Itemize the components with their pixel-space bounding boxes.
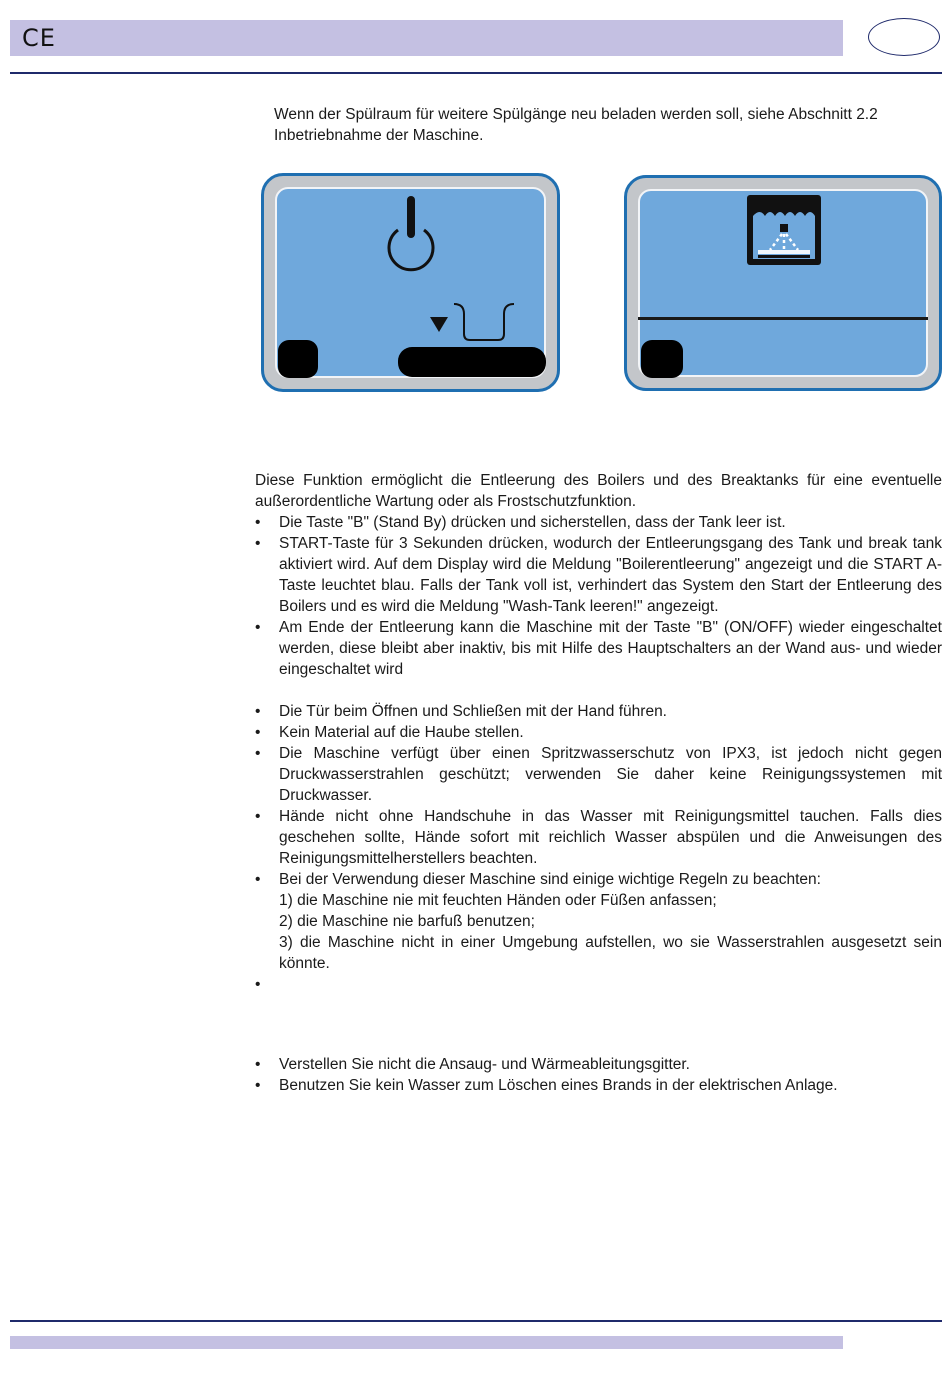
list-item: • Die Tür beim Öffnen und Schließen mit der Hand führen. — [255, 701, 942, 722]
list-item: • Kein Material auf die Haube stellen. — [255, 722, 942, 743]
ce-mark: CE — [22, 24, 56, 52]
list-item: • Am Ende der Entleerung kann die Maschine mit der Taste "B" (ON/OFF) wieder eingeschaltet werden, diese bleibt aber inaktiv, bis mit Hilfe des Hauptschalters an der Wand aus- und wieder eingeschaltet wird — [255, 617, 942, 680]
display-panel-left — [261, 173, 560, 392]
list-item: • Benutzen Sie kein Wasser zum Löschen eines Brands in der elektrischen Anlage. — [255, 1075, 942, 1096]
header-rule — [10, 72, 942, 74]
wash-chamber-icon — [744, 192, 824, 268]
footer-bar — [10, 1336, 843, 1349]
triangle-down-icon — [428, 314, 450, 334]
power-icon — [380, 192, 442, 272]
fire-safety-list — [255, 1054, 942, 1096]
start-button[interactable] — [641, 340, 683, 378]
rule-line: 2) die Maschine nie barfuß benutzen; — [279, 913, 535, 930]
display-panel-right — [624, 175, 942, 391]
list-item: • Die Maschine verfügt über einen Spritzwasserschutz von IPX3, ist jedoch nicht gegen Druckwasserstrahlen geschützt; verwenden Sie daher keine Reinigungssystemen mit Druckwasser. — [255, 743, 942, 806]
safety-list — [255, 701, 942, 995]
language-badge — [868, 18, 940, 56]
rule-line: 1) die Maschine nie mit feuchten Händen oder Füßen anfassen; — [279, 892, 717, 909]
list-item: • Verstellen Sie nicht die Ansaug- und Wärmeableitungsgitter. — [255, 1054, 942, 1075]
list-item: • Hände nicht ohne Handschuhe in das Wasser mit Reinigungsmittel tauchen. Falls dies geschehen sollte, Hände sofort mit reichlich Wasser abspülen und die Anweisungen des Reinigungsmittelherstellers beachten. — [255, 806, 942, 869]
rules-intro: • Bei der Verwendung dieser Maschine sind einige wichtige Regeln zu beachten: — [279, 871, 821, 888]
tank-icon — [452, 300, 524, 344]
list-item-rules — [255, 869, 942, 974]
list-item-empty — [255, 974, 942, 995]
display-status-bar — [398, 347, 546, 377]
header-bar — [10, 20, 843, 56]
stand-by-button[interactable] — [278, 340, 318, 378]
display-divider — [638, 317, 928, 320]
drain-steps-list — [255, 512, 942, 680]
list-item: • Die Taste "B" (Stand By) drücken und sicherstellen, dass der Tank leer ist. — [255, 512, 942, 533]
rule-line: 3) die Maschine nicht in einer Umgebung aufstellen, wo sie Wasserstrahlen ausgesetzt sein könnte. — [279, 934, 942, 972]
footer-rule — [10, 1320, 942, 1322]
list-item: • START-Taste für 3 Sekunden drücken, wodurch der Entleerungsgang des Tank und break tank aktiviert wird. Auf dem Display wird die Meldung "Boilerentleerung" angezeigt und die START A-Taste leuchtet blau. Falls der Tank voll ist, verhindert das System den Start der Entleerung des Boilers und es wird die Meldung "Wash-Tank leeren!" angezeigt. — [255, 533, 942, 617]
intro-text: Wenn der Spülraum für weitere Spülgänge neu beladen werden soll, siehe Abschnitt 2.2 Inbetriebnahme der Maschine. — [274, 106, 878, 144]
drain-description: Diese Funktion ermöglicht die Entleerung des Boilers und des Breaktanks für eine eventuelle außerordentliche Wartung oder als Frostschutzfunktion. — [255, 472, 942, 510]
